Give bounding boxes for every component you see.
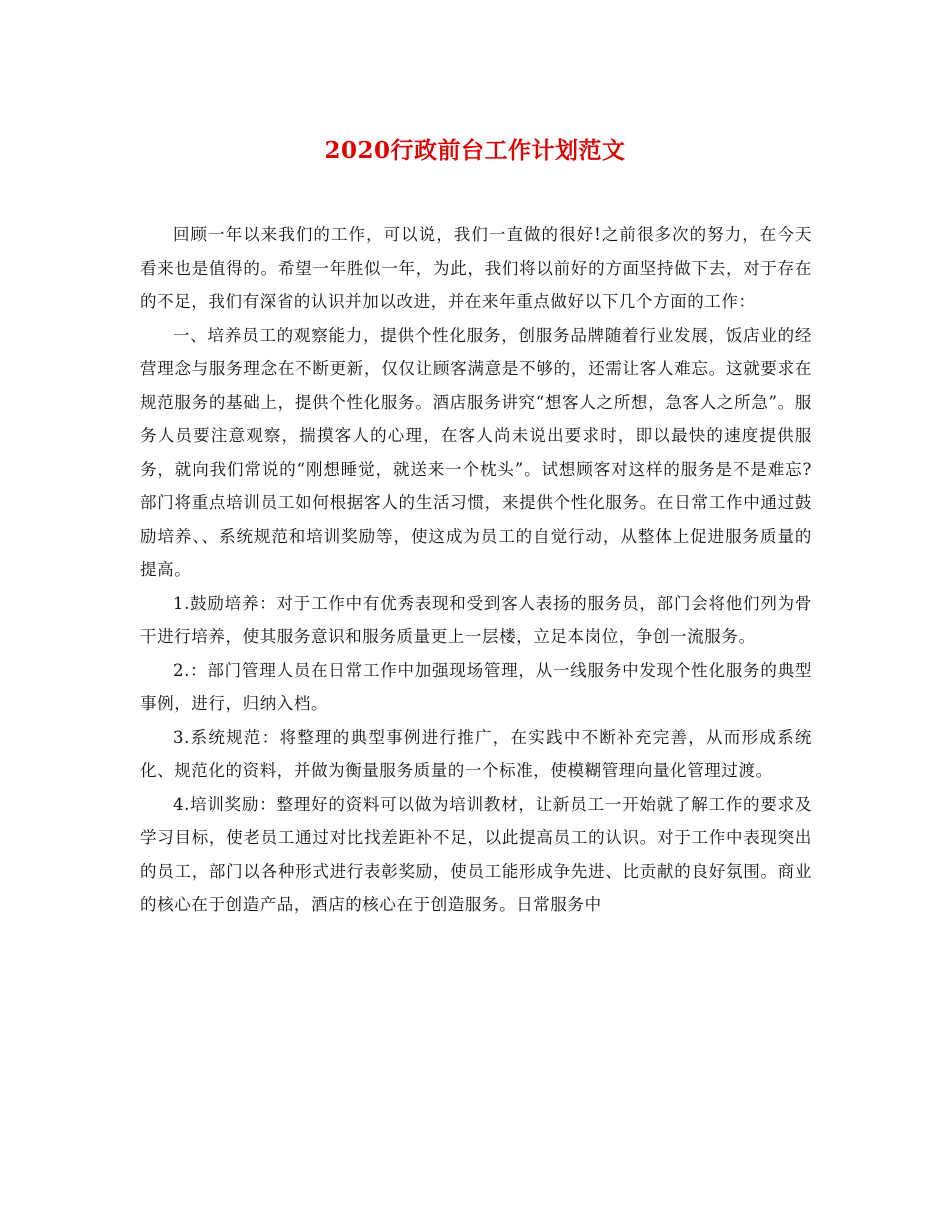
paragraph-section-one: 一、培养员工的观察能力，提供个性化服务，创服务品牌随着行业发展，饭店业的经营理念与服务理念在不断更新，仅仅让顾客满意是不够的，还需让客人难忘。这就要求在规范服务的基础上，提供个性化服务。酒店服务讲究“想客人之所想，急客人之所急”。服务人员要注意观察，揣摸客人的心理，在客人尚未说出要求时，即以最快的速度提供服务，就向我们常说的“刚想睡觉，就送来一个枕头”。试想顾客对这样的服务是不是难忘?部门将重点培训员工如何根据客人的生活习惯，来提供个性化服务。在日常工作中通过鼓励培养、、系统规范和培训奖励等，使这成为员工的自觉行动，从整体上促进服务质量的提高。 — [140, 325, 812, 579]
paragraph-intro: 回顾一年以来我们的工作，可以说，我们一直做的很好!之前很多次的努力，在今天看来也是值得的。希望一年胜似一年，为此，我们将以前好的方面坚持做下去，对于存在的不足，我们有深省的认识并加以改进，并在来年重点做好以下几个方面的工作： — [140, 225, 812, 311]
document-body — [140, 218, 812, 922]
paragraph-item-4: 4.培训奖励：整理好的资料可以做为培训教材，让新员工一开始就了解工作的要求及学习目标，使老员工通过对比找差距补不足，以此提高员工的认识。对于工作中表现突出的员工，部门以各种形式进行表彰奖励，使员工能形成争先进、比贡献的良好氛围。商业的核心在于创造产品，酒店的核心在于创造服务。日常服务中 — [140, 794, 812, 914]
document-title: 2020行政前台工作计划范文 — [324, 137, 626, 164]
paragraph-item-3: 3.系统规范：将整理的典型事例进行推广，在实践中不断补充完善，从而形成系统化、规范化的资料，并做为衡量服务质量的一个标准，使模糊管理向量化管理过渡。 — [140, 727, 812, 780]
paragraph-item-2: 2.：部门管理人员在日常工作中加强现场管理，从一线服务中发现个性化服务的典型事例，进行，归纳入档。 — [140, 660, 812, 713]
paragraph-item-1: 1.鼓励培养：对于工作中有优秀表现和受到客人表扬的服务员，部门会将他们列为骨干进行培养，使其服务意识和服务质量更上一层楼，立足本岗位，争创一流服务。 — [140, 593, 812, 646]
